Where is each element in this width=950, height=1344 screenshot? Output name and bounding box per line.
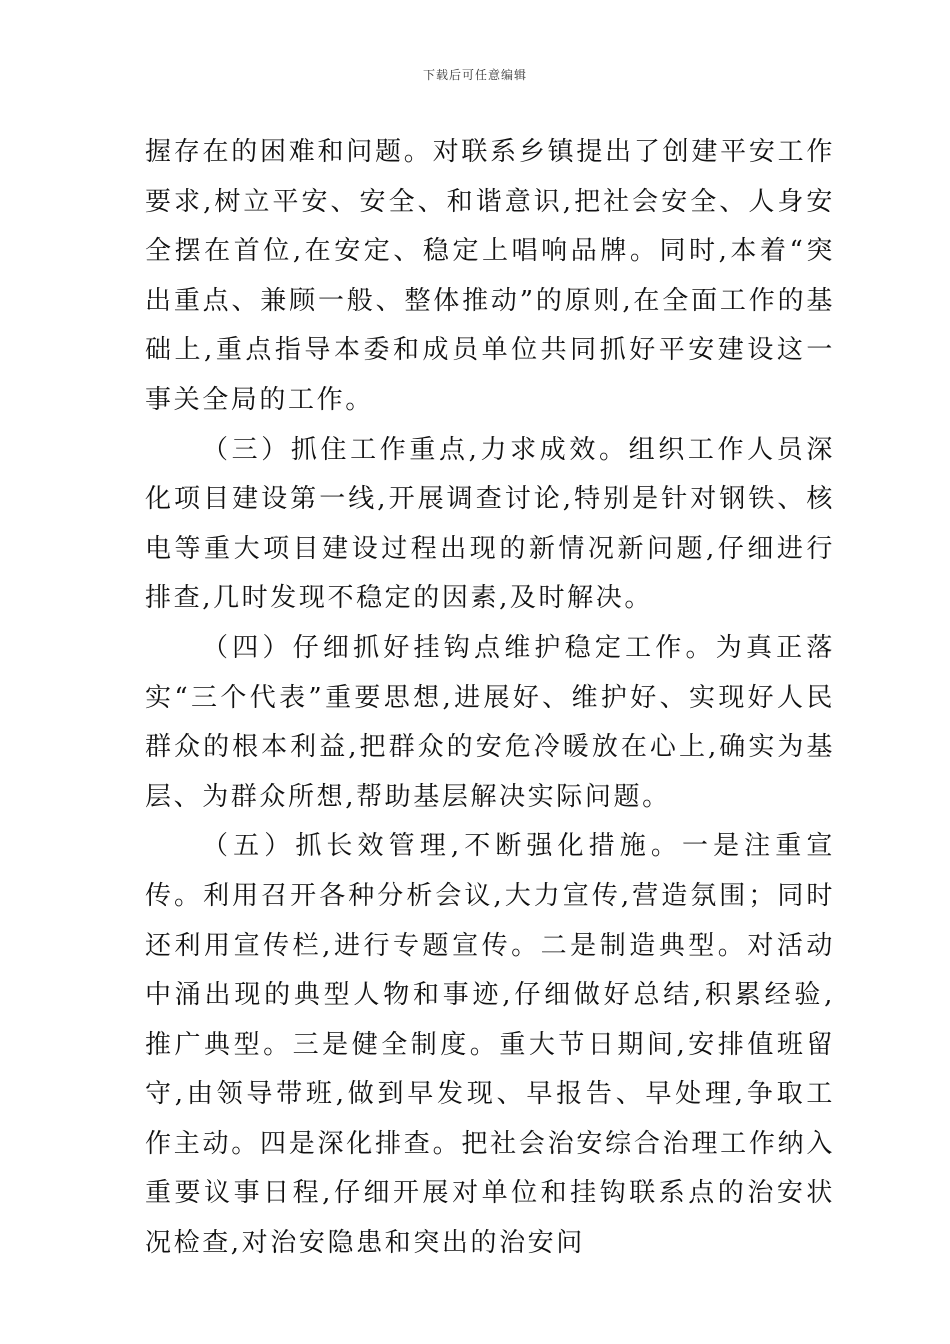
paragraph-section-four: （四）仔细抓好挂钩点维护稳定工作。为真正落实“三个代表”重要思想,进展好、维护好、实现好人民群众的根本利益,把群众的安危冷暖放在心上,确实为基层、为群众所想,帮助基层解决实际问题。	[145, 632, 835, 812]
body-text	[145, 128, 835, 1269]
header-note: 下载后可任意编辑	[422, 68, 527, 82]
paragraph-section-three: （三）抓住工作重点,力求成效。组织工作人员深化项目建设第一线,开展调查讨论,特别是针对钢铁、核电等重大项目建设过程出现的新情况新问题,仔细进行排查,几时发现不稳定的因素,及时解决。	[145, 434, 835, 614]
paragraph-continued: 握存在的困难和问题。对联系乡镇提出了创建平安工作要求,树立平安、安全、和谐意识,把社会安全、人身安全摆在首位,在安定、稳定上唱响品牌。同时,本着“突出重点、兼顾一般、整体推动”的原则,在全面工作的基础上,重点指导本委和成员单位共同抓好平安建设这一事关全局的工作。	[145, 137, 835, 415]
paragraph-section-five: （五）抓长效管理,不断强化措施。一是注重宣传。利用召开各种分析会议,大力宣传,营造氛围；同时还利用宣传栏,进行专题宣传。二是制造典型。对活动中涌出现的典型人物和事迹,仔细做好总结,积累经验,推广典型。三是健全制度。重大节日期间,安排值班留守,由领导带班,做到早发现、早报告、早处理,争取工作主动。四是深化排查。把社会治安综合治理工作纳入重要议事日程,仔细开展对单位和挂钩联系点的治安状况检查,对治安隐患和突出的治安问	[145, 831, 835, 1259]
